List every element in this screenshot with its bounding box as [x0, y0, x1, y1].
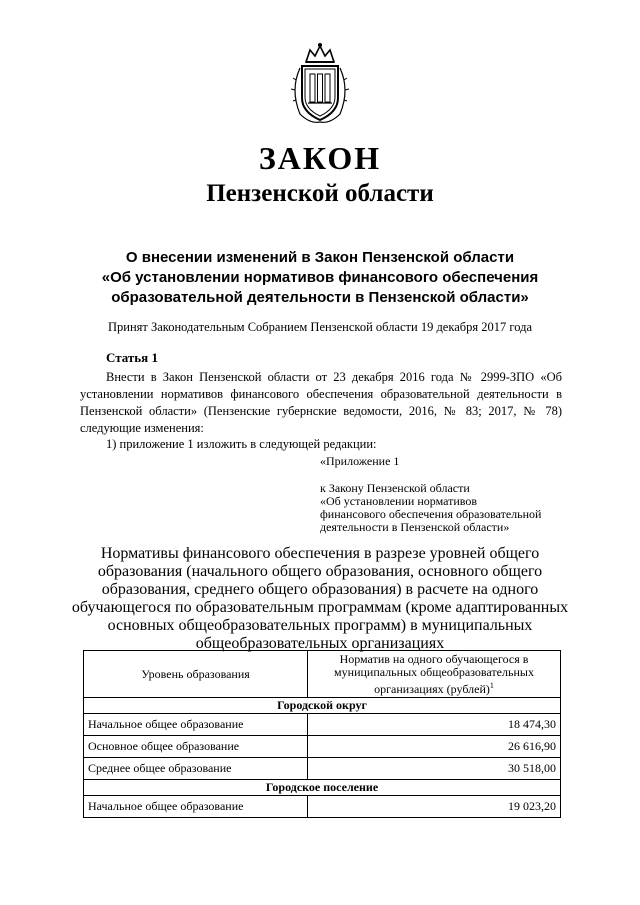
- law-title: ЗАКОН: [258, 140, 382, 176]
- appendix-ref-line: «Об установлении нормативов: [320, 494, 478, 508]
- appendix-ref-line: деятельности в Пензенской области»: [320, 520, 510, 534]
- norms-title-line: основных общеобразовательных программ) в муниципальных: [107, 617, 533, 634]
- education-level-cell: Основное общее образование: [84, 736, 308, 758]
- appendix-ref-line: к Закону Пензенской области: [320, 481, 470, 495]
- law-region: Пензенской области: [206, 180, 434, 207]
- column-header-level: Уровень образования: [84, 651, 308, 698]
- article-text: Внести в Закон Пензенской области от 23 декабря 2016 года № 2999-ЗПО «Об установлении нормативов финансового обеспечения образовательной деятельности в Пензенской области» (Пензенские губернские ведомости, 2016, № 83; 2017, № 78) следующие изменения:: [80, 370, 562, 435]
- education-level-cell: Начальное общее образование: [84, 796, 308, 818]
- penza-coat-of-arms-icon: [284, 40, 356, 126]
- adoption-note: Принят Законодательным Собранием Пензенской области 19 декабря 2017 года: [107, 320, 533, 334]
- norm-value-cell: 18 474,30: [308, 714, 561, 736]
- table-group-row: [84, 780, 561, 796]
- norms-title-line: образования (начального общего образования, основного общего: [97, 563, 543, 580]
- article-heading: Статья 1: [106, 350, 158, 365]
- table-header-row: [84, 651, 561, 698]
- education-level-cell: Среднее общее образование: [84, 758, 308, 780]
- column-header-norm: [308, 651, 561, 698]
- norms-title-line: обучающегося по образовательным программам (кроме адаптированных: [71, 599, 569, 616]
- norm-value-cell: 26 616,90: [308, 736, 561, 758]
- article-item-1: 1) приложение 1 изложить в следующей редакции:: [106, 437, 377, 451]
- norms-title-line: общеобразовательных организациях: [195, 635, 445, 652]
- group-label: Городское поселение: [84, 780, 561, 796]
- column-header-norm-line: муниципальных общеобразовательных: [334, 664, 534, 679]
- amendment-title-line: образовательной деятельности в Пензенской области»: [111, 289, 529, 306]
- column-header-norm-line: [312, 679, 556, 696]
- table-row: [84, 714, 561, 736]
- norm-value-cell: 19 023,20: [308, 796, 561, 818]
- norms-title-line: Нормативы финансового обеспечения в разрезе уровней общего: [100, 545, 540, 562]
- column-header-norm-text: организациях (рублей): [374, 681, 490, 696]
- norms-title-line: образования, среднего общего образования) в расчете на одного: [101, 581, 539, 598]
- table-row: [84, 758, 561, 780]
- group-label: Городской округ: [84, 698, 561, 714]
- amendment-title-line: «Об установлении нормативов финансового обеспечения: [101, 269, 539, 286]
- table-group-row: [84, 698, 561, 714]
- norms-title: [60, 545, 580, 653]
- footnote-marker: 1: [489, 680, 494, 690]
- table-row: [84, 736, 561, 758]
- column-header-norm-line: Норматив на одного обучающегося в: [339, 651, 529, 666]
- amendment-title-line: О внесении изменений в Закон Пензенской области: [125, 249, 515, 266]
- norm-value-cell: 30 518,00: [308, 758, 561, 780]
- appendix-ref-line: финансового обеспечения образовательной: [320, 507, 542, 521]
- appendix-block: [320, 455, 541, 534]
- norms-table: [83, 650, 561, 818]
- appendix-label: «Приложение 1: [320, 454, 400, 468]
- education-level-cell: Начальное общее образование: [84, 714, 308, 736]
- amendment-title: [60, 248, 580, 308]
- table-row: [84, 796, 561, 818]
